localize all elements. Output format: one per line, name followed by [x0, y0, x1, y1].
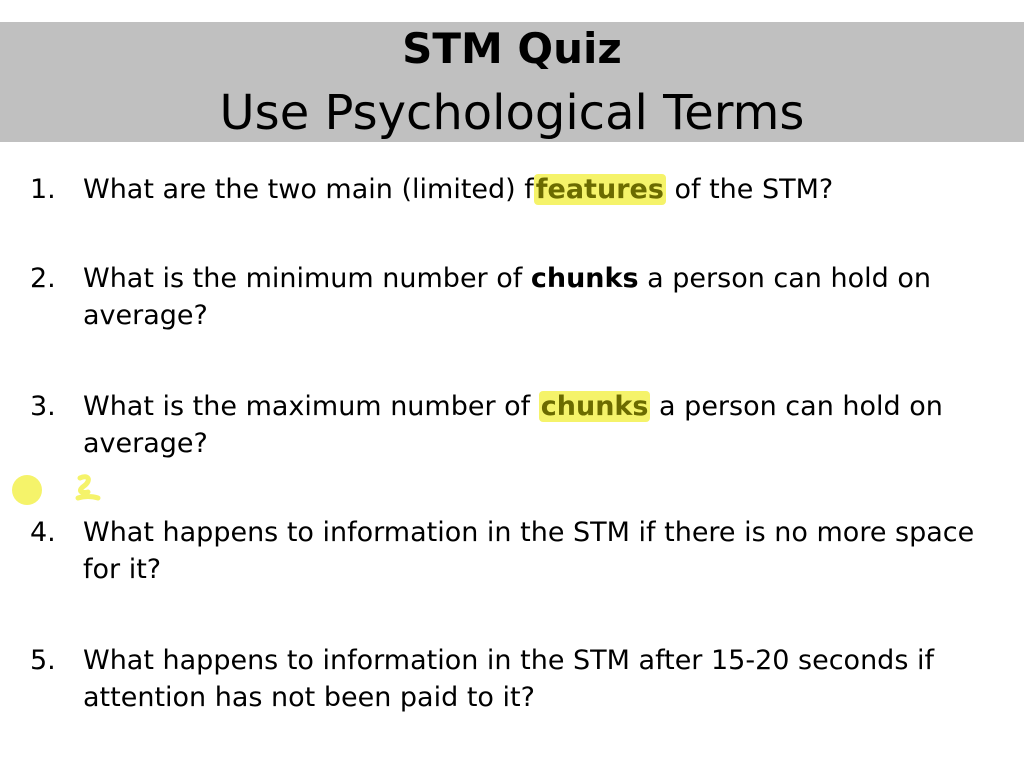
- highlighted-term: chunks: [540, 391, 649, 422]
- highlighted-term: features: [535, 174, 664, 205]
- question-text: [83, 171, 998, 208]
- question-text-part: a person can hold on average?: [83, 391, 943, 459]
- question-text: [83, 388, 998, 462]
- question-text-part: a person can hold on average?: [83, 263, 931, 331]
- question-text-part: What is the minimum number of: [83, 263, 531, 294]
- question-text: [83, 260, 998, 334]
- question-number: 3.: [30, 391, 56, 422]
- question-text-part: What are the two main (limited) f: [83, 174, 534, 205]
- slide-subtitle: Use Psychological Terms: [219, 85, 805, 141]
- question-number: 1.: [30, 174, 56, 205]
- question-text: What happens to information in the STM after 15-20 seconds if attention has not been paid to it?: [83, 645, 934, 713]
- question-text: What happens to information in the STM if there is no more space for it?: [83, 517, 975, 585]
- question-text-part: of the STM?: [665, 174, 834, 205]
- yellow-dot-marker: [12, 475, 42, 505]
- pen-squiggle-mark: [70, 472, 102, 504]
- question-text-part: What is the maximum number of: [83, 391, 539, 422]
- question-number: 2.: [30, 263, 56, 294]
- slide-title: STM Quiz: [402, 24, 622, 73]
- question-number: 5.: [30, 645, 56, 676]
- bold-term: chunks: [530, 263, 639, 294]
- question-number: 4.: [30, 517, 56, 548]
